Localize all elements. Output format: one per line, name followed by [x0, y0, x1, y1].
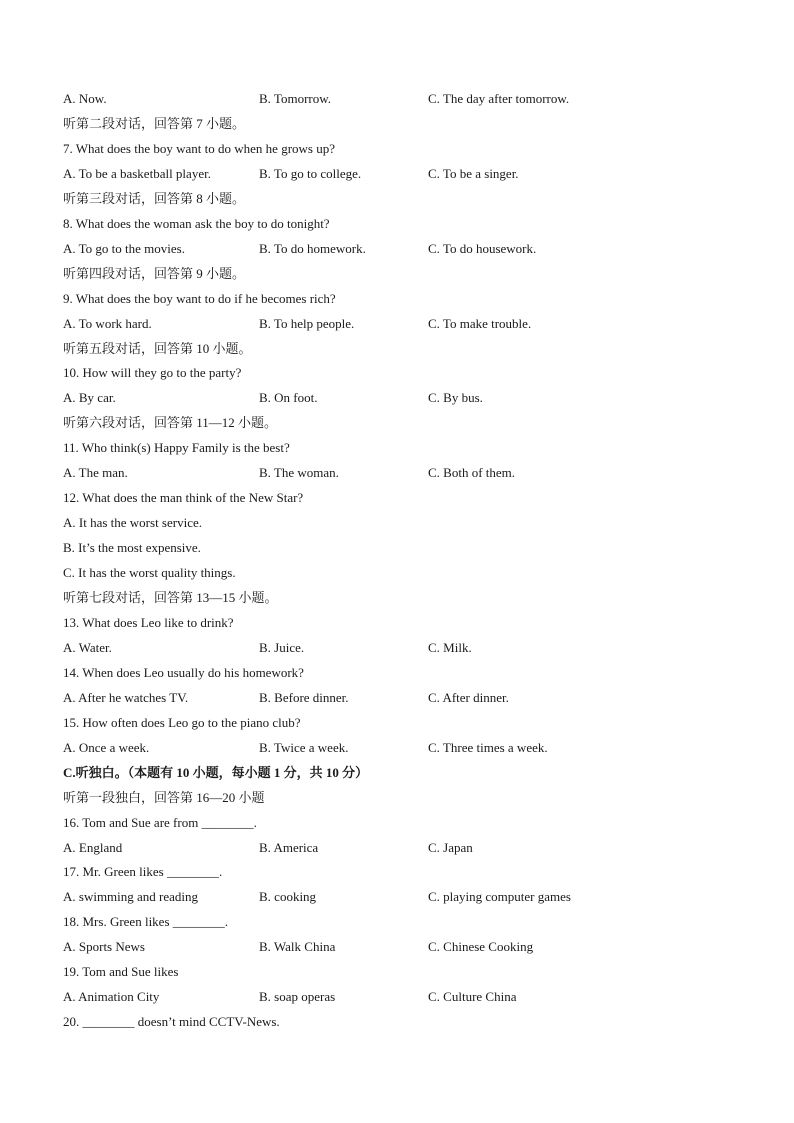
question-line: 13. What does Leo like to drink? [63, 615, 234, 630]
answer-option-c: C. The day after tomorrow. [428, 91, 570, 106]
answer-option-b: B. To help people. [259, 316, 355, 331]
answer-option-b: B. To do homework. [259, 241, 366, 256]
answer-option-c: C. Three times a week. [428, 740, 548, 755]
answer-option-a: A. After he watches TV. [63, 690, 189, 705]
answer-option-a: A. To be a basketball player. [63, 166, 211, 181]
answer-option-c: C. Chinese Cooking [428, 939, 534, 954]
answer-option-b: B. Walk China [259, 939, 336, 954]
question-line: 听第一段独白，回答第 16—20 小题 [63, 790, 265, 805]
answer-option-c: C. Both of them. [428, 465, 516, 480]
question-line: 8. What does the woman ask the boy to do tonight? [63, 216, 330, 231]
answer-option-c: C. Japan [428, 840, 473, 855]
question-line: A. It has the worst service. [63, 515, 202, 530]
question-line: 听第五段对话，回答第 10 小题。 [63, 341, 252, 356]
answer-option-b: B. On foot. [259, 390, 318, 405]
question-line: 14. When does Leo usually do his homework? [63, 665, 304, 680]
question-line: 10. How will they go to the party? [63, 365, 242, 380]
answer-option-c: C. By bus. [428, 390, 483, 405]
answer-option-b: B. The woman. [259, 465, 339, 480]
answer-option-c: C. To be a singer. [428, 166, 519, 181]
question-line: 7. What does the boy want to do when he grows up? [63, 141, 335, 156]
question-line: 听第三段对话，回答第 8 小题。 [63, 191, 246, 206]
question-line: 17. Mr. Green likes ________. [63, 864, 223, 879]
question-line: B. It’s the most expensive. [63, 540, 201, 555]
question-line: 听第四段对话，回答第 9 小题。 [63, 266, 246, 281]
answer-option-b: B. Before dinner. [259, 690, 349, 705]
answer-option-b: B. America [259, 840, 319, 855]
answer-option-a: A. Once a week. [63, 740, 150, 755]
answer-option-a: A. Water. [63, 640, 112, 655]
question-line: 20. ________ doesn’t mind CCTV-News. [63, 1014, 280, 1029]
answer-option-c: C. After dinner. [428, 690, 509, 705]
question-line: 听第七段对话，回答第 13—15 小题。 [63, 590, 278, 605]
answer-option-a: A. The man. [63, 465, 128, 480]
question-line: 听第二段对话，回答第 7 小题。 [63, 116, 246, 131]
answer-option-a: A. swimming and reading [63, 889, 199, 904]
answer-option-a: A. Sports News [63, 939, 145, 954]
answer-option-c: C. To make trouble. [428, 316, 532, 331]
answer-option-a: A. By car. [63, 390, 116, 405]
answer-option-c: C. To do housework. [428, 241, 537, 256]
question-line: 听第六段对话，回答第 11—12 小题。 [63, 415, 278, 430]
answer-option-a: A. Animation City [63, 989, 160, 1004]
answer-option-b: B. Twice a week. [259, 740, 349, 755]
question-line: 19. Tom and Sue likes [63, 964, 179, 979]
answer-option-c: C. Culture China [428, 989, 517, 1004]
answer-option-a: A. To go to the movies. [63, 241, 185, 256]
question-line: C. It has the worst quality things. [63, 565, 236, 580]
answer-option-b: B. cooking [259, 889, 317, 904]
answer-option-b: B. Juice. [259, 640, 305, 655]
answer-option-b: B. Tomorrow. [259, 91, 332, 106]
answer-option-b: B. soap operas [259, 989, 336, 1004]
answer-option-a: A. To work hard. [63, 316, 152, 331]
question-line: 16. Tom and Sue are from ________. [63, 815, 257, 830]
answer-option-b: B. To go to college. [259, 166, 362, 181]
section-heading: C.听独白。（本题有 10 小题，每小题 1 分，共 10 分） [63, 765, 369, 780]
question-line: 15. How often does Leo go to the piano club? [63, 715, 301, 730]
question-line: 18. Mrs. Green likes ________. [63, 914, 229, 929]
answer-option-a: A. Now. [63, 91, 107, 106]
answer-option-a: A. England [63, 840, 123, 855]
answer-option-c: C. playing computer games [428, 889, 571, 904]
answer-option-c: C. Milk. [428, 640, 472, 655]
question-line: 11. Who think(s) Happy Family is the best? [63, 440, 290, 455]
question-line: 9. What does the boy want to do if he becomes rich? [63, 291, 336, 306]
question-line: 12. What does the man think of the New Star? [63, 490, 304, 505]
